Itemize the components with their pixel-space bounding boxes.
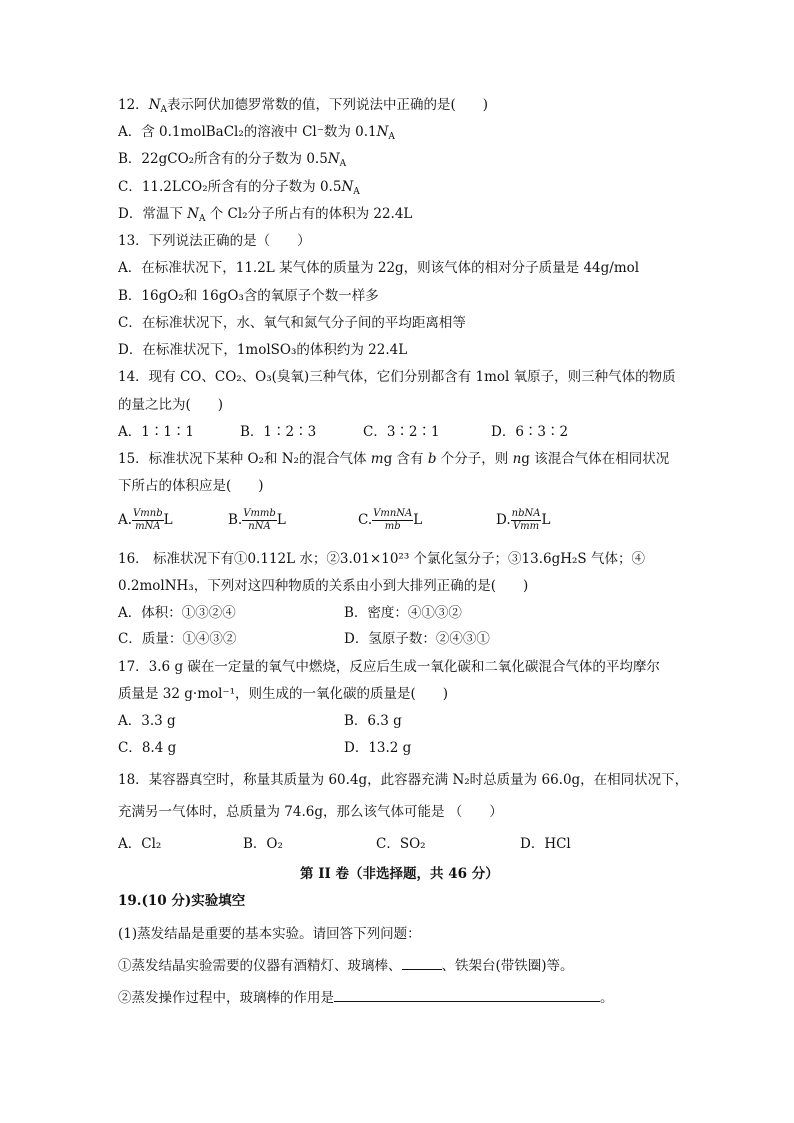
- q12-stem: 12．$N_A$表示阿伏加德罗常数的值，下列说法中正确的是( ): [118, 97, 489, 115]
- q17-stem-line2: 质量是 32 g·mol⁻¹，则生成的一氧化碳的质量是( ): [118, 686, 449, 702]
- q17-option-d: D．13.2 g: [344, 740, 412, 756]
- q16-stem-line2: 0.2molNH₃，下列对这四种物质的关系由小到大排列正确的是( ): [118, 578, 529, 594]
- q13-stem: 13．下列说法正确的是（ ）: [118, 233, 311, 249]
- q14-option-b: B．1∶2∶3: [240, 424, 317, 440]
- part2-title: 第 II 卷（非选择题，共 46 分）: [300, 866, 499, 882]
- q16-option-d: D．氢原子数：②④③①: [344, 631, 490, 647]
- q16-option-a: A．体积：①③②④: [118, 605, 236, 621]
- q15-option-c: C. $\frac{\text{VmnNA}}{mb}$ L: [358, 508, 423, 532]
- q18-option-b: B．O₂: [243, 836, 283, 852]
- q19-item1-blank[interactable]: [402, 956, 442, 970]
- q15-option-a: A. $\frac{\text{Vmnb}}{\text{mNA}}$ L: [118, 508, 173, 532]
- q16-option-b: B．密度：④①③②: [344, 605, 462, 621]
- q12-option-a: A．含 0.1molBaCl₂的溶液中 Cl⁻数为 $0.1N_A$: [118, 124, 395, 142]
- q12-option-d: D．常温下 $N_A$ 个 Cl₂分子所占有的体积为 22.4L: [118, 206, 413, 224]
- q19-item1: ①蒸发结晶实验需要的仪器有酒精灯、玻璃棒、 、铁架台(带铁圈)等。: [118, 958, 574, 974]
- q17-stem-line1: 17．3.6 g 碳在一定量的氧气中燃烧，反应后生成一氧化碳和二氧化碳混合气体的平均摩尔: [118, 659, 660, 675]
- q19-item2: ②蒸发操作过程中，玻璃棒的作用是 。: [118, 990, 614, 1006]
- q13-option-d: D．在标准状况下，1molSO₃的体积约为 22.4L: [118, 342, 408, 358]
- q19-title: 19.(10 分)实验填空: [118, 893, 246, 909]
- q15-option-b: B. $\frac{\text{Vmmb}}{\text{nNA}}$ L: [228, 508, 286, 532]
- q14-option-c: C．3∶2∶1: [363, 424, 440, 440]
- q18-option-c: C．SO₂: [376, 836, 426, 852]
- q13-option-a: A．在标准状况下，11.2L 某气体的质量为 22g，则该气体的相对分子质量是 44g/mol: [118, 260, 640, 276]
- q14-option-d: D．6∶3∶2: [491, 424, 569, 440]
- q12-option-c: C．11.2LCO₂所含有的分子数为 $0.5N_A$: [118, 179, 360, 197]
- q19-item2-blank[interactable]: [334, 988, 600, 1002]
- q18-stem-line2: 充满另一气体时，总质量为 74.6g，那么该气体可能是 （ ）: [118, 804, 503, 820]
- q19-intro: (1)蒸发结晶是重要的基本实验。请回答下列问题：: [118, 926, 421, 942]
- q15-stem-line1: 15．标准状况下某种 O₂和 N₂的混合气体 mg 含有 b 个分子，则 ng 该混合气体在相同状况: [118, 451, 670, 467]
- q14-stem-line1: 14．现有 CO、CO₂、O₃(臭氧)三种气体，它们分别都含有 1mol 氧原子，则三种气体的物质: [118, 369, 676, 385]
- q16-option-c: C．质量：①④③②: [118, 631, 237, 647]
- q17-option-b: B．6.3 g: [344, 713, 402, 729]
- q18-option-d: D．HCl: [520, 836, 571, 852]
- q17-option-c: C．8.4 g: [118, 740, 177, 756]
- q18-stem-line1: 18．某容器真空时，称量其质量为 60.4g，此容器充满 N₂时总质量为 66.0g，在相同状况下，: [118, 772, 689, 788]
- q15-stem-line2: 下所占的体积应是( ): [118, 478, 264, 494]
- q18-option-a: A．Cl₂: [118, 836, 162, 852]
- q13-option-b: B．16gO₂和 16gO₃含的氧原子个数一样多: [118, 288, 379, 304]
- q13-option-c: C．在标准状况下，水、氧气和氮气分子间的平均距离相等: [118, 315, 466, 331]
- q12-option-b: B．22gCO₂所含有的分子数为 $0.5N_A$: [118, 151, 347, 169]
- q15-option-d: D. $\frac{\text{nbNA}}{\text{Vmm}}$ L: [496, 508, 551, 532]
- q14-stem-line2: 的量之比为( ): [118, 397, 224, 413]
- q16-stem-line1: 16． 标准状况下有①0.112L 水；②3.01×10²³ 个氯化氢分子；③13.6gH₂S 气体；④: [118, 551, 645, 567]
- q17-option-a: A．3.3 g: [118, 713, 176, 729]
- q14-option-a: A．1∶1∶1: [118, 424, 195, 440]
